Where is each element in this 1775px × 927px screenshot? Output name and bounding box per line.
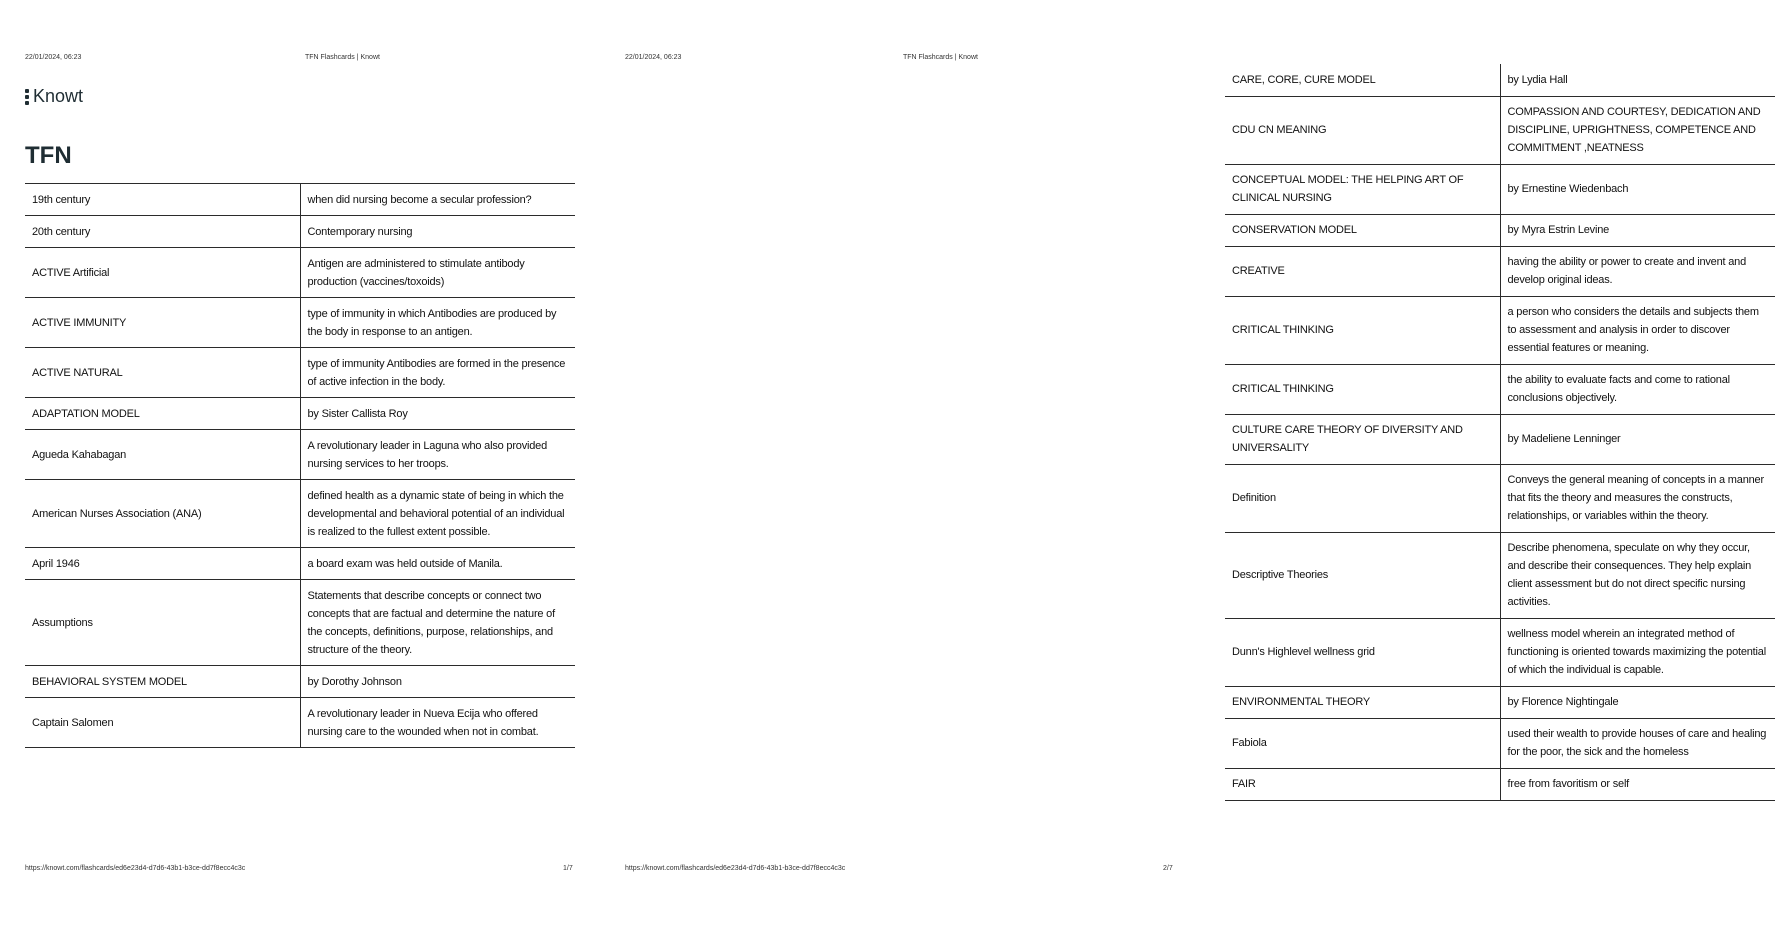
flashcard-term: ACTIVE Artificial <box>25 248 300 298</box>
flashcard-definition: by Lydia Hall <box>1507 73 1568 86</box>
flashcard-row <box>25 580 575 666</box>
footer-page-number: 1/7 <box>563 865 573 872</box>
flashcard-term: Agueda Kahabagan <box>25 430 300 480</box>
flashcard-row <box>1225 246 1775 296</box>
flashcard-definition: Conveys the general meaning of concepts in a manner that fits the theory and measures the constructs, relationships, or variables within the theory. <box>1507 474 1764 522</box>
flashcard-row <box>1225 718 1775 768</box>
flashcard-row <box>1225 364 1775 414</box>
flashcard-row <box>1225 686 1775 718</box>
flashcard-term: CDU CN MEANING <box>1225 96 1500 164</box>
deck-title: TFN <box>25 142 72 169</box>
logo-text: Knowt <box>33 86 84 106</box>
footer-url[interactable]: https://knowt.com/flashcards/ed6e23d4-d7d6-43b1-b3ce-dd7f8ecc4c3c <box>625 865 846 872</box>
flashcard-term: CULTURE CARE THEORY OF DIVERSITY AND UNIVERSALITY <box>1225 414 1500 464</box>
flashcard-definition: used their wealth to provide houses of care and healing for the poor, the sick and the homeless <box>1507 728 1767 758</box>
flashcard-row <box>1225 532 1775 618</box>
flashcard-table <box>25 183 575 748</box>
flashcard-definition: a person who considers the details and subjects them to assessment and analysis in order to discover essential features or meaning. <box>1507 306 1759 354</box>
flashcard-definition: a board exam was held outside of Manila. <box>307 557 503 570</box>
flashcard-term: CARE, CORE, CURE MODEL <box>1225 64 1500 96</box>
flashcard-row <box>1225 414 1775 464</box>
flashcard-definition: free from favoritism or self <box>1507 778 1630 790</box>
flashcard-definition: Antigen are administered to stimulate antibody production (vaccines/toxoids) <box>307 257 525 288</box>
flashcard-term: American Nurses Association (ANA) <box>25 480 300 548</box>
flashcard-row <box>1225 214 1775 246</box>
flashcard-definition: wellness model wherein an integrated method of functioning is oriented towards maximizing the potential of which the individual is capable. <box>1507 628 1766 676</box>
flashcard-definition: A revolutionary leader in Laguna who also provided nursing services to her troops. <box>307 439 547 470</box>
flashcard-term: CREATIVE <box>1225 246 1500 296</box>
flashcard-definition: COMPASSION AND COURTESY, DEDICATION AND DISCIPLINE, UPRIGHTNESS, COMPETENCE AND COMMITMENT ,NEATNESS <box>1507 106 1761 154</box>
flashcard-row <box>25 548 575 580</box>
flashcard-term: FAIR <box>1225 768 1500 800</box>
header-title: TFN Flashcards | Knowt <box>903 54 978 61</box>
flashcard-definition: A revolutionary leader in Nueva Ecija who offered nursing care to the wounded when not in combat. <box>307 707 539 738</box>
flashcard-row <box>25 666 575 698</box>
flashcard-row <box>25 480 575 548</box>
flashcard-row <box>25 216 575 248</box>
flashcard-definition: by Sister Callista Roy <box>307 407 408 420</box>
flashcard-definition: Describe phenomena, speculate on why they occur, and describe their consequences. They help explain client assessment but do not direct specific nursing activities. <box>1507 542 1752 608</box>
flashcard-row <box>25 698 575 748</box>
flashcard-row <box>25 248 575 298</box>
flashcard-row <box>25 430 575 480</box>
header-datetime: 22/01/2024, 06:23 <box>25 54 82 61</box>
flashcard-term: Captain Salomen <box>25 698 300 748</box>
flashcard-row <box>1225 464 1775 532</box>
knowt-logo[interactable] <box>25 86 83 107</box>
flashcard-row <box>1225 164 1775 214</box>
flashcard-row <box>25 184 575 216</box>
flashcard-definition: having the ability or power to create and invent and develop original ideas. <box>1507 256 1746 286</box>
flashcard-term: CRITICAL THINKING <box>1225 364 1500 414</box>
flashcard-term: CRITICAL THINKING <box>1225 296 1500 364</box>
flashcard-definition: Contemporary nursing <box>307 225 413 238</box>
flashcard-definition: defined health as a dynamic state of being in which the developmental and behavioral potential of an individual is realized to the fullest extent possible. <box>307 489 565 538</box>
footer-page-number: 2/7 <box>1163 865 1173 872</box>
flashcard-term: Descriptive Theories <box>1225 532 1500 618</box>
flashcard-term: Definition <box>1225 464 1500 532</box>
flashcard-term: Fabiola <box>1225 718 1500 768</box>
flashcard-term: BEHAVIORAL SYSTEM MODEL <box>25 666 300 698</box>
flashcard-term: 20th century <box>25 216 300 248</box>
flashcard-table <box>1225 64 1775 801</box>
flashcard-row <box>1225 768 1775 800</box>
flashcard-row <box>1225 296 1775 364</box>
flashcard-row <box>25 348 575 398</box>
flashcard-row <box>25 398 575 430</box>
flashcard-definition: by Madeliene Lenninger <box>1507 433 1621 445</box>
flashcard-definition: the ability to evaluate facts and come to rational conclusions objectively. <box>1507 374 1730 404</box>
flashcard-definition: type of immunity in which Antibodies are produced by the body in response to an antigen. <box>307 307 557 338</box>
flashcard-term: CONCEPTUAL MODEL: THE HELPING ART OF CLINICAL NURSING <box>1225 164 1500 214</box>
flashcard-definition: Statements that describe concepts or connect two concepts that are factual and determine the nature of the concepts, definitions, purpose, relationships, and structure of the theory. <box>307 589 555 656</box>
flashcard-term: CONSERVATION MODEL <box>1225 214 1500 246</box>
header-title: TFN Flashcards | Knowt <box>305 54 380 61</box>
flashcard-term: ADAPTATION MODEL <box>25 398 300 430</box>
flashcard-term: April 1946 <box>25 548 300 580</box>
flashcard-term: ACTIVE IMMUNITY <box>25 298 300 348</box>
flashcard-definition: by Dorothy Johnson <box>307 675 402 688</box>
left-page <box>0 0 600 927</box>
flashcard-term: ACTIVE NATURAL <box>25 348 300 398</box>
flashcard-definition: by Florence Nightingale <box>1507 696 1619 708</box>
flashcard-term: 19th century <box>25 184 300 216</box>
flashcard-definition: by Ernestine Wiedenbach <box>1507 183 1629 195</box>
flashcard-definition: by Myra Estrin Levine <box>1507 224 1610 236</box>
flashcard-term: Assumptions <box>25 580 300 666</box>
flashcard-term: Dunn's Highlevel wellness grid <box>1225 618 1500 686</box>
flashcard-definition: type of immunity Antibodies are formed in the presence of active infection in the body. <box>307 357 566 388</box>
flashcard-term: ENVIRONMENTAL THEORY <box>1225 686 1500 718</box>
flashcard-row <box>1225 618 1775 686</box>
right-page <box>600 0 1767 927</box>
flashcard-row <box>1225 64 1775 96</box>
footer-url[interactable]: https://knowt.com/flashcards/ed6e23d4-d7d6-43b1-b3ce-dd7f8ecc4c3c <box>25 865 246 872</box>
header-datetime: 22/01/2024, 06:23 <box>625 54 682 61</box>
flashcard-row <box>1225 96 1775 164</box>
knowt-logo-icon <box>25 89 29 105</box>
flashcard-row <box>25 298 575 348</box>
flashcard-definition: when did nursing become a secular profession? <box>307 193 532 206</box>
